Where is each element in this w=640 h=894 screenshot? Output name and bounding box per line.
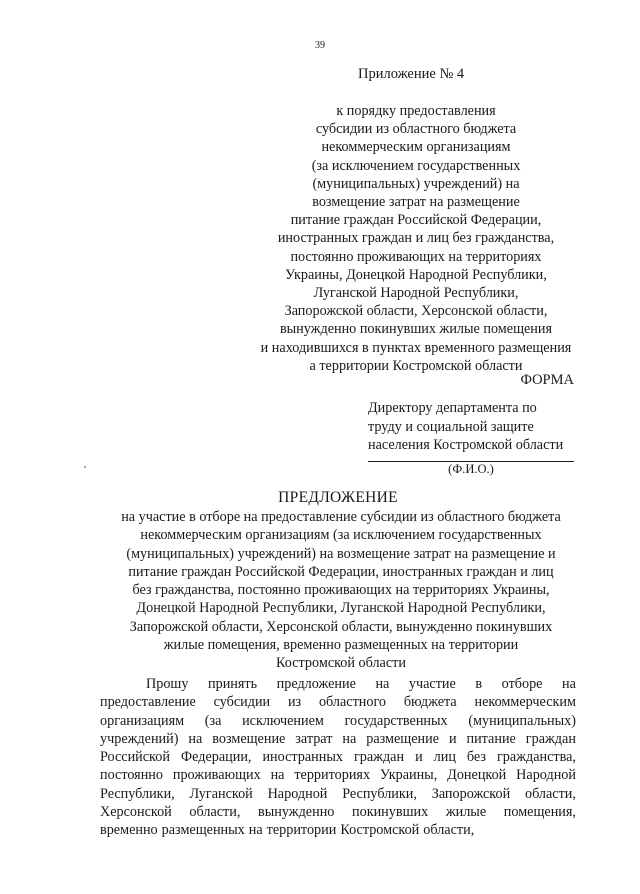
proposal-subtitle-line: питание граждан Российской Федерации, иностранных граждан и лиц: [128, 563, 554, 580]
proposal-subtitle-line: без гражданства, постоянно проживающих на территориях Украины,: [132, 582, 550, 599]
body-line: предоставление субсидии из областного бюджета некоммерческим: [100, 694, 576, 711]
appendix-subtitle-line: (за исключением государственных: [311, 157, 521, 174]
proposal-subtitle-line: на участие в отборе на предоставление субсидии из областного бюджета: [121, 509, 561, 525]
appendix-subtitle-line: возмещение затрат на размещение: [312, 194, 520, 211]
appendix-subtitle: [244, 102, 588, 375]
addressee-line: труду и социальной защите: [368, 418, 534, 435]
addressee-block: [368, 399, 563, 455]
page-number: 39: [315, 40, 325, 51]
appendix-subtitle-line: Запорожской области, Херсонской области,: [284, 303, 548, 320]
body-line: Прошу принять предложение на участие в отборе на: [146, 676, 576, 692]
appendix-subtitle-line: постоянно проживающих на территориях: [290, 248, 542, 265]
body-line: Херсонской области, вынужденно покинувших жилые помещения,: [100, 804, 576, 821]
fio-label: (Ф.И.О.): [448, 462, 494, 476]
appendix-subtitle-line: а территории Костромской области: [309, 357, 523, 374]
body-line: организациям (за исключением государственных (муниципальных): [100, 712, 576, 729]
proposal-title: ПРЕДЛОЖЕНИЕ: [278, 489, 398, 506]
appendix-subtitle-line: к порядку предоставления: [336, 103, 496, 119]
proposal-subtitle-line: жилые помещения, временно размещенных на территории: [163, 637, 519, 654]
appendix-subtitle-line: вынужденно покинувших жилые помещения: [279, 321, 553, 338]
body-line: Республики, Луганской Народной Республики, Запорожской области,: [100, 785, 576, 802]
body-line: Российской Федерации, иностранных граждан и лиц без гражданства,: [100, 749, 576, 766]
addressee-line: Директору департамента по: [368, 400, 537, 416]
proposal-subtitle-line: Костромской области: [276, 655, 406, 672]
scan-speck: [84, 466, 86, 468]
appendix-title: Приложение № 4: [358, 66, 465, 82]
body-line: временно размещенных на территории Костромской области,: [100, 822, 475, 839]
appendix-subtitle-line: иностранных граждан и лиц без гражданства,: [277, 230, 555, 247]
addressee-line: населения Костромской области: [368, 437, 564, 453]
proposal-subtitle: [96, 508, 586, 673]
appendix-subtitle-line: питание граждан Российской Федерации,: [290, 212, 542, 229]
appendix-subtitle-line: субсидии из областного бюджета: [315, 121, 517, 138]
form-label: ФОРМА: [520, 372, 574, 388]
appendix-subtitle-line: Украины, Донецкой Народной Республики,: [285, 266, 547, 283]
body-line: постоянно проживающих на территориях Украины, Донецкой Народной: [100, 767, 576, 784]
body-line: учреждений) на возмещение затрат на размещение и питание граждан: [100, 730, 576, 747]
proposal-subtitle-line: некоммерческим организациям (за исключением государственных: [140, 527, 542, 544]
body-paragraph: [100, 675, 576, 840]
appendix-subtitle-line: и находившихся в пунктах временного размещения: [260, 339, 572, 356]
appendix-subtitle-line: некоммерческим организациям: [321, 139, 511, 156]
proposal-subtitle-line: Донецкой Народной Республики, Луганской Народной Республики,: [136, 600, 546, 617]
proposal-subtitle-line: Запорожской области, Херсонской области, вынужденно покинувших: [129, 618, 553, 635]
appendix-subtitle-line: Луганской Народной Республики,: [313, 285, 519, 302]
appendix-subtitle-line: (муниципальных) учреждений) на: [312, 175, 520, 192]
proposal-subtitle-line: (муниципальных) учреждений) на возмещение затрат на размещение и: [126, 545, 556, 562]
